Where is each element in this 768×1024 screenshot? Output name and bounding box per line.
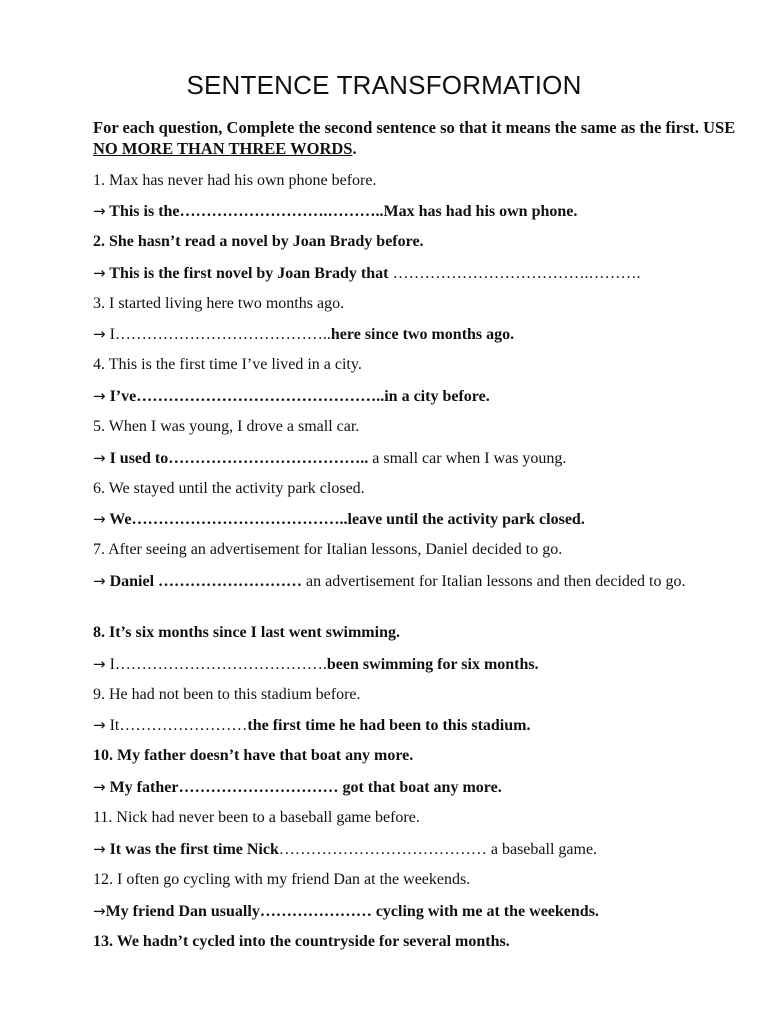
arrow-icon: → (93, 572, 106, 590)
question-2: 2. She hasn’t read a novel by Joan Brady before. (93, 233, 424, 250)
answer-12-start: My friend Dan usually………………… (105, 903, 372, 920)
answer-11 (93, 838, 748, 861)
answer-10-end: got that boat any more. (338, 779, 502, 796)
answer-6-start: We………………………………….. (105, 511, 348, 528)
question-5: 5. When I was young, I drove a small car. (93, 418, 360, 435)
answer-1-start: This is the……………………….……….. (105, 203, 384, 220)
answer-11-start: It was the first time Nick (105, 841, 279, 858)
arrow-icon: → (93, 655, 106, 673)
instructions-text: For each question, Complete the second sentence so that it means the same as the first. USE (93, 118, 736, 137)
arrow-icon: → (93, 840, 106, 858)
answer-6 (93, 508, 748, 531)
answer-12 (93, 900, 748, 923)
answer-7-end: an advertisement for Italian lessons and then decided to go. (302, 573, 686, 590)
arrow-icon: → (93, 202, 106, 220)
arrow-icon: → (93, 325, 106, 343)
instructions-end: . (352, 139, 357, 158)
answer-3 (93, 323, 748, 346)
arrow-icon: → (93, 902, 106, 920)
answer-10 (93, 776, 748, 799)
answer-8-end: been swimming for six months. (326, 656, 539, 673)
answer-5-start: I used to……………………………….. (105, 450, 369, 467)
answer-3-start: I………………………………….. (105, 326, 331, 343)
answer-9-end: the first time he had been to this stadium. (247, 717, 531, 734)
question-12: 12. I often go cycling with my friend Dan at the weekends. (93, 871, 471, 888)
arrow-icon: → (93, 264, 106, 282)
question-4: 4. This is the first time I’ve lived in a city. (93, 356, 362, 373)
answer-11-end: ………………………………… a baseball game. (278, 841, 598, 858)
answer-12-end: cycling with me at the weekends. (371, 903, 599, 920)
arrow-icon: → (93, 716, 106, 734)
answer-2-end: ……………………………….………. (392, 265, 641, 282)
answer-9-start: It…………………… (105, 717, 248, 734)
question-3: 3. I started living here two months ago. (93, 295, 345, 312)
page-title: SENTENCE TRANSFORMATION (186, 70, 582, 100)
answer-8-start: I…………………………………. (105, 656, 327, 673)
answer-6-end: leave until the activity park closed. (347, 511, 585, 528)
instructions-emphasis: NO MORE THAN THREE WORDS (93, 139, 353, 158)
answer-9 (93, 714, 748, 737)
answer-2 (93, 262, 748, 285)
arrow-icon: → (93, 449, 106, 467)
question-13: 13. We hadn’t cycled into the countryside for several months. (93, 933, 510, 950)
answer-5-end: a small car when I was young. (368, 450, 567, 467)
answer-1-end: Max has had his own phone. (383, 203, 578, 220)
instructions (93, 117, 743, 159)
question-9: 9. He had not been to this stadium before. (93, 686, 361, 703)
arrow-icon: → (93, 387, 106, 405)
answer-10-start: My father………………………… (105, 779, 339, 796)
arrow-icon: → (93, 778, 106, 796)
answer-8 (93, 653, 748, 676)
question-11: 11. Nick had never been to a baseball game before. (93, 809, 420, 826)
arrow-icon: → (93, 510, 106, 528)
question-10: 10. My father doesn’t have that boat any more. (93, 747, 414, 764)
answer-4-end: in a city before. (384, 388, 490, 405)
question-6: 6. We stayed until the activity park closed. (93, 480, 365, 497)
answer-2-start: This is the first novel by Joan Brady that (105, 265, 393, 282)
answer-7 (93, 570, 748, 593)
question-7: 7. After seeing an advertisement for Italian lessons, Daniel decided to go. (93, 541, 563, 558)
answer-5 (93, 447, 748, 470)
answer-7-start: Daniel ……………………… (105, 573, 303, 590)
answer-4-start: I’ve……………………………………….. (105, 388, 385, 405)
answer-4 (93, 385, 748, 408)
question-8: 8. It’s six months since I last went swimming. (93, 624, 400, 641)
answer-1 (93, 200, 748, 223)
question-1: 1. Max has never had his own phone before. (93, 172, 377, 189)
answer-3-end: here since two months ago. (330, 326, 515, 343)
